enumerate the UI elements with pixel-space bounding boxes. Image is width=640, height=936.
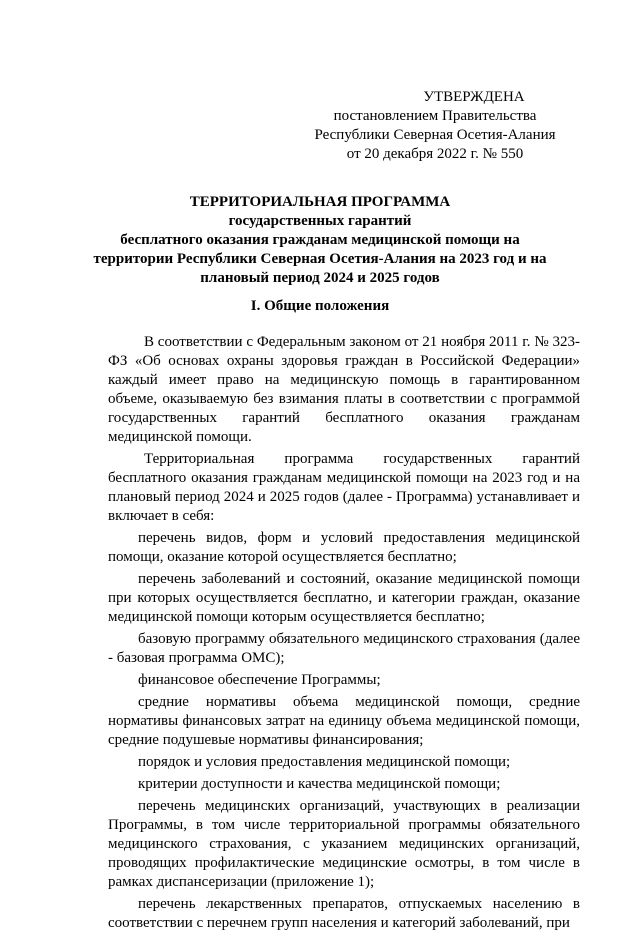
section-heading: I. Общие положения — [250, 298, 390, 314]
approval-heading: УТВЕРЖДЕНА — [423, 89, 525, 105]
list-item: перечень медицинских организаций, участвующих в реализации Программы, в том числе территориальной программы обязательного медицинского страхования, с указанием медицинских организаций, проводящих профилактические медицинские осмотры, в том числе в рамках диспансеризации (приложение 1); — [108, 798, 580, 890]
list-item: критерии доступности и качества медицинской помощи; — [138, 776, 501, 792]
paragraph: Территориальная программа государственных гарантий бесплатного оказания гражданам медицинской помощи на 2023 год и на плановый период 2024 и 2025 годов (далее - Программа) устанавливает и включает в себя: — [108, 451, 580, 524]
title-line-3: бесплатного оказания гражданам медицинской помощи на — [120, 232, 520, 248]
document-body — [108, 333, 580, 936]
title-line-4: территории Республики Северная Осетия-Алания на 2023 год и на — [93, 251, 547, 267]
approval-line-3: от 20 декабря 2022 г. № 550 — [346, 146, 524, 162]
list-item: перечень заболеваний и состояний, оказание медицинской помощи при которых осуществляется бесплатно, и категории граждан, оказание медицинской помощи которым осуществляется бесплатно; — [108, 571, 580, 625]
paragraph: В соответствии с Федеральным законом от 21 ноября 2011 г. № 323-ФЗ «Об основах охраны здоровья граждан в Российской Федерации» каждый имеет право на медицинскую помощь в гарантированном объеме, оказываемую без взимания платы в соответствии с программой государственных гарантий бесплатного оказания гражданам медицинской помощи. — [108, 334, 580, 445]
approval-block — [300, 88, 570, 164]
list-item: средние нормативы объема медицинской помощи, средние нормативы финансовых затрат на единицу объема медицинской помощи, средние подушевые нормативы финансирования; — [108, 694, 580, 748]
list-item: перечень видов, форм и условий предоставления медицинской помощи, оказание которой осуществляется бесплатно; — [108, 530, 580, 565]
approval-line-2: Республики Северная Осетия-Алания — [314, 127, 556, 143]
title-line-5: плановый период 2024 и 2025 годов — [200, 270, 440, 286]
list-item: базовую программу обязательного медицинского страхования (далее - базовая программа ОМС); — [108, 631, 580, 666]
list-item: перечень лекарственных препаратов, отпускаемых населению в соответствии с перечнем групп населения и категорий заболеваний, при — [108, 896, 580, 931]
list-item: финансовое обеспечение Программы; — [138, 672, 381, 688]
approval-line-1: постановлением Правительства — [333, 108, 537, 124]
title-line-1: ТЕРРИТОРИАЛЬНАЯ ПРОГРАММА — [189, 194, 451, 210]
title-line-2: государственных гарантий — [228, 213, 412, 229]
list-item: порядок и условия предоставления медицинской помощи; — [138, 754, 511, 770]
document-title — [80, 193, 560, 288]
